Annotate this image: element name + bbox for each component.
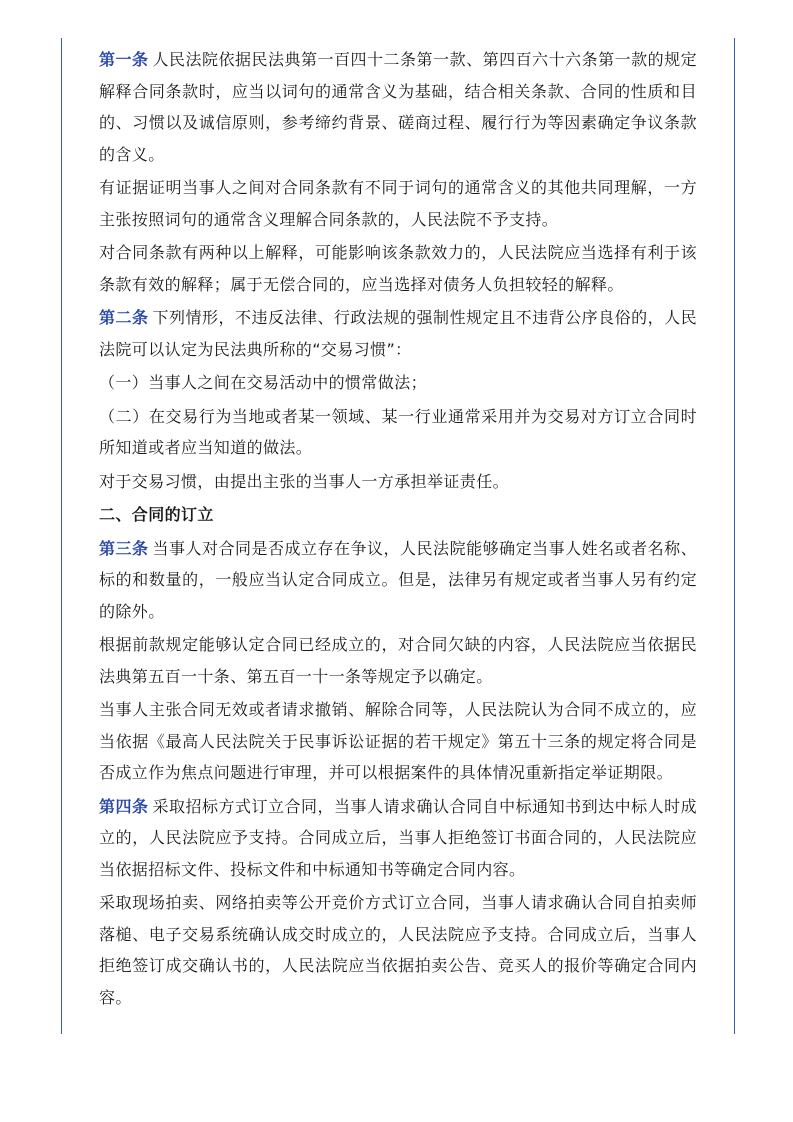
article-2-paragraph [99,302,697,365]
document-body [99,44,697,1015]
paragraph-text: 采取招标方式订立合同，当事人请求确认合同自中标通知书到达中标人时成立的，人民法院应予支持。合同成立后，当事人拒绝签订书面合同的，人民法院应当依据招标文件、投标文件和中标通知书等确定合同内容。 [99,796,698,879]
paragraph-text: 当事人对合同是否成立存在争议，人民法院能够确定当事人姓名或者名称、标的和数量的，一般应当认定合同成立。但是，法律另有规定或者当事人另有约定的除外。 [99,538,698,621]
article-4-paragraph [99,791,697,886]
article-number: 第二条 [99,308,149,327]
article-3-clause-2: 根据前款规定能够认定合同已经成立的，对合同欠缺的内容，人民法院应当依据民法典第五百一十条、第五百一十一条等规定予以确定。 [99,635,697,686]
article-4-clause-2: 采取现场拍卖、网络拍卖等公开竞价方式订立合同，当事人请求确认合同自拍卖师落槌、电子交易系统确认成交时成立的，人民法院应予支持。合同成立后，当事人拒绝签订成交确认书的，人民法院应当依据拍卖公告、竞买人的报价等确定合同内容。 [99,893,697,1007]
article-2-clause-burden: 对于交易习惯，由提出主张的当事人一方承担举证责任。 [99,471,510,491]
article-1-clause-2: 有证据证明当事人之间对合同条款有不同于词句的通常含义的其他共同理解，一方主张按照词句的通常含义理解合同条款的，人民法院不予支持。 [99,178,697,229]
article-2-item-2: （二）在交易行为当地或者某一领域、某一行业通常采用并为交易对方订立合同时所知道或者应当知道的做法。 [99,406,697,457]
section-heading: 二、合同的订立 [99,505,214,524]
article-number: 第四条 [99,796,149,816]
article-1-clause-3: 对合同条款有两种以上解释，可能影响该条款效力的，人民法院应当选择有利于该条款有效的解释；属于无偿合同的，应当选择对债务人负担较轻的解释。 [99,243,697,294]
article-2-item-1: （一）当事人之间在交易活动中的惯常做法； [99,373,428,392]
paragraph-text: 人民法院依据民法典第一百四十二条第一款、第四百六十六条第一款的规定解释合同条款时，应当以词句的通常含义为基础，结合相关条款、合同的性质和目的、习惯以及诚信原则，参考缔约背景、磋商过程、履行行为等因素确定争议条款的含义。 [99,50,698,164]
article-3-paragraph [99,533,697,628]
paragraph-text: 下列情形，不违反法律、行政法规的强制性规定且不违背公序良俗的，人民法院可以认定为民法典所称的“交易习惯”： [99,308,698,359]
right-margin-rule [734,38,735,1034]
article-3-clause-3: 当事人主张合同无效或者请求撤销、解除合同等，人民法院认为合同不成立的，应当依据《最高人民法院关于民事诉讼证据的若干规定》第五十三条的规定将合同是否成立作为焦点问题进行审理，并可以根据案件的具体情况重新指定举证期限。 [99,700,697,782]
article-number: 第一条 [99,50,149,69]
left-margin-rule [61,38,62,1034]
article-1-paragraph [99,44,697,170]
article-number: 第三条 [99,538,149,558]
